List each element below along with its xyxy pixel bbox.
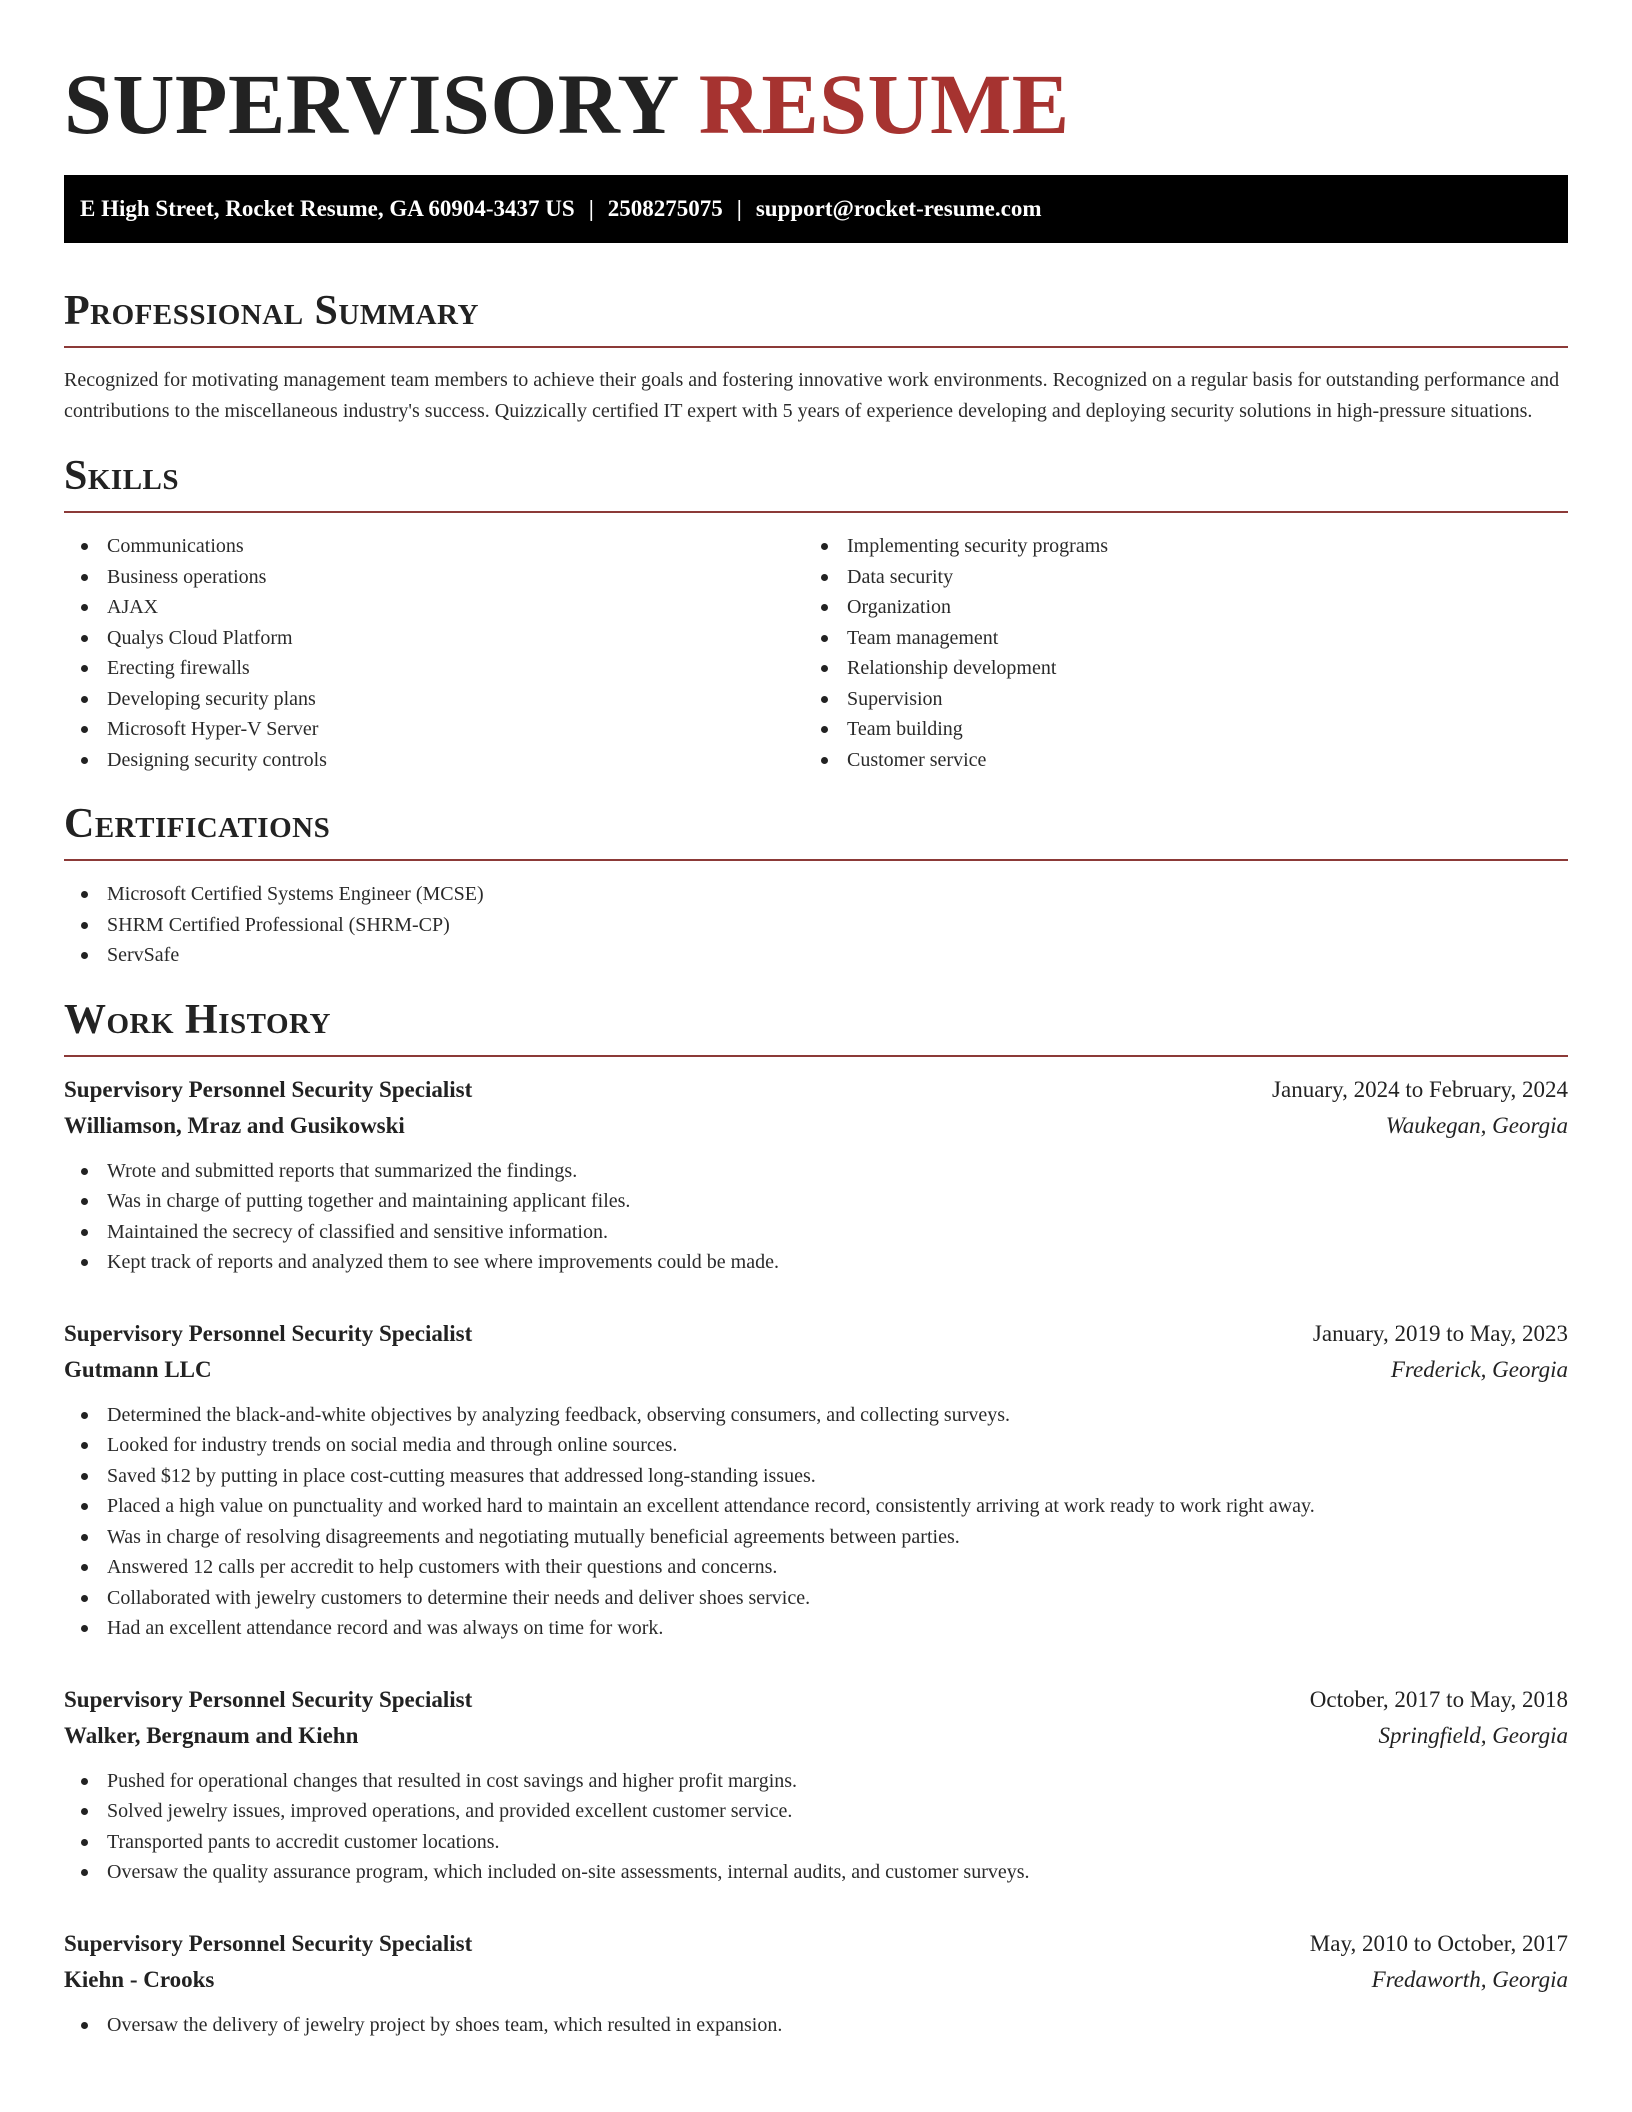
certification-item: SHRM Certified Professional (SHRM-CP) (64, 910, 1568, 941)
job-duty-item: Determined the black-and-white objectives by analyzing feedback, observing consumers, and collecting surveys. (64, 1400, 1568, 1431)
job-duty-item: Oversaw the quality assurance program, which included on-site assessments, internal audits, and customer surveys. (64, 1857, 1568, 1888)
job-title: Supervisory Personnel Security Specialist (64, 1076, 473, 1102)
skill-item: Communications (64, 531, 804, 562)
job-title: Supervisory Personnel Security Specialist (64, 1686, 473, 1712)
job-location: Fredaworth, Georgia (1371, 1966, 1568, 1992)
skills-left-list (64, 531, 804, 775)
certifications-heading: Certifications (64, 801, 331, 847)
job-title-row (64, 1926, 1568, 1962)
certification-item: Microsoft Certified Systems Engineer (MCSE) (64, 879, 1568, 910)
skill-item: Supervision (804, 684, 1544, 715)
contact-separator: | (736, 196, 742, 221)
job-dates: January, 2024 to February, 2024 (1272, 1076, 1568, 1102)
work-history-heading: Work History (64, 996, 331, 1043)
job-company: Walker, Bergnaum and Kiehn (64, 1722, 359, 1748)
job-company-row (64, 1962, 1568, 1998)
job-duties-list (64, 1156, 1568, 1278)
job-duty-item: Answered 12 calls per accredit to help customers with their questions and concerns. (64, 1552, 1568, 1583)
contact-phone: 2508275075 (607, 196, 723, 221)
job-duty-item: Maintained the secrecy of classified and sensitive information. (64, 1217, 1568, 1248)
title-main: SUPERVISORY (64, 56, 677, 152)
job-duty-item: Placed a high value on punctuality and worked hard to maintain an excellent attendance record, consistently arriving at work ready to work right away. (64, 1491, 1568, 1522)
section-divider (64, 346, 1568, 348)
summary-text: Recognized for motivating management team members to achieve their goals and fostering innovative work environments. Recognized on a regular basis for outstanding performance and contributions to the miscellaneous industry's success. Quizzically certified IT expert with 5 years of experience developing and deploying security solutions in high-pressure situations. (64, 369, 1560, 422)
job-company-row (64, 1718, 1568, 1754)
skills-section (64, 453, 1568, 775)
job-company-row (64, 1108, 1568, 1144)
job-entry (64, 1072, 1568, 1278)
skill-item: Microsoft Hyper-V Server (64, 714, 804, 745)
skills-heading: Skills (64, 453, 180, 499)
contact-address: E High Street, Rocket Resume, GA 60904-3437 US (80, 196, 575, 221)
job-duty-item: Pushed for operational changes that resulted in cost savings and higher profit margins. (64, 1766, 1568, 1797)
skill-item: Customer service (804, 745, 1544, 776)
certifications-list (64, 879, 1568, 971)
job-duty-item: Was in charge of putting together and maintaining applicant files. (64, 1186, 1568, 1217)
work-history-section (64, 997, 1568, 2041)
skill-item: Business operations (64, 562, 804, 593)
job-entry (64, 1682, 1568, 1888)
section-divider (64, 511, 1568, 513)
job-duty-item: Oversaw the delivery of jewelry project by shoes team, which resulted in expansion. (64, 2010, 1568, 2041)
job-dates: May, 2010 to October, 2017 (1309, 1930, 1568, 1956)
section-divider (64, 859, 1568, 861)
job-duty-item: Collaborated with jewelry customers to determine their needs and deliver shoes service. (64, 1583, 1568, 1614)
contact-email: support@rocket-resume.com (755, 196, 1042, 221)
job-duty-item: Transported pants to accredit customer locations. (64, 1827, 1568, 1858)
skill-item: Team building (804, 714, 1544, 745)
job-duty-item: Had an excellent attendance record and was always on time for work. (64, 1613, 1568, 1644)
title-accent: RESUME (698, 56, 1070, 152)
skill-item: Team management (804, 623, 1544, 654)
job-company: Kiehn - Crooks (64, 1966, 215, 1992)
job-title-row (64, 1682, 1568, 1718)
skill-item: Data security (804, 562, 1544, 593)
job-duties-list (64, 1766, 1568, 1888)
job-title: Supervisory Personnel Security Specialist (64, 1930, 473, 1956)
summary-heading: Professional Summary (64, 288, 479, 334)
job-duty-item: Saved $12 by putting in place cost-cutting measures that addressed long-standing issues. (64, 1461, 1568, 1492)
skill-item: Developing security plans (64, 684, 804, 715)
contact-bar (64, 175, 1568, 243)
resume-title (64, 58, 1568, 150)
section-divider (64, 1055, 1568, 1057)
job-duty-item: Wrote and submitted reports that summarized the findings. (64, 1156, 1568, 1187)
summary-section (64, 288, 1568, 427)
contact-separator: | (588, 196, 594, 221)
job-duty-item: Solved jewelry issues, improved operations, and provided excellent customer service. (64, 1796, 1568, 1827)
job-location: Frederick, Georgia (1390, 1356, 1568, 1382)
skills-grid (64, 531, 1568, 775)
certification-item: ServSafe (64, 940, 1568, 971)
jobs-list (64, 1072, 1568, 2041)
job-title-row (64, 1316, 1568, 1352)
job-duty-item: Looked for industry trends on social media and through online sources. (64, 1430, 1568, 1461)
job-duties-list (64, 2010, 1568, 2041)
skill-item: Designing security controls (64, 745, 804, 776)
skill-item: Qualys Cloud Platform (64, 623, 804, 654)
job-company-row (64, 1352, 1568, 1388)
job-dates: January, 2019 to May, 2023 (1312, 1320, 1568, 1346)
skills-right-list (804, 531, 1544, 775)
job-company: Gutmann LLC (64, 1356, 212, 1382)
certifications-section (64, 801, 1568, 971)
job-entry (64, 1316, 1568, 1644)
job-title: Supervisory Personnel Security Specialist (64, 1320, 473, 1346)
job-duty-item: Was in charge of resolving disagreements and negotiating mutually beneficial agreements between parties. (64, 1522, 1568, 1553)
skill-item: Implementing security programs (804, 531, 1544, 562)
job-duties-list (64, 1400, 1568, 1644)
job-location: Springfield, Georgia (1378, 1722, 1568, 1748)
skill-item: AJAX (64, 592, 804, 623)
skill-item: Organization (804, 592, 1544, 623)
skill-item: Erecting firewalls (64, 653, 804, 684)
job-duty-item: Kept track of reports and analyzed them to see where improvements could be made. (64, 1247, 1568, 1278)
job-dates: October, 2017 to May, 2018 (1309, 1686, 1568, 1712)
job-company: Williamson, Mraz and Gusikowski (64, 1112, 405, 1138)
job-entry (64, 1926, 1568, 2041)
skill-item: Relationship development (804, 653, 1544, 684)
job-title-row (64, 1072, 1568, 1108)
job-location: Waukegan, Georgia (1385, 1112, 1568, 1138)
